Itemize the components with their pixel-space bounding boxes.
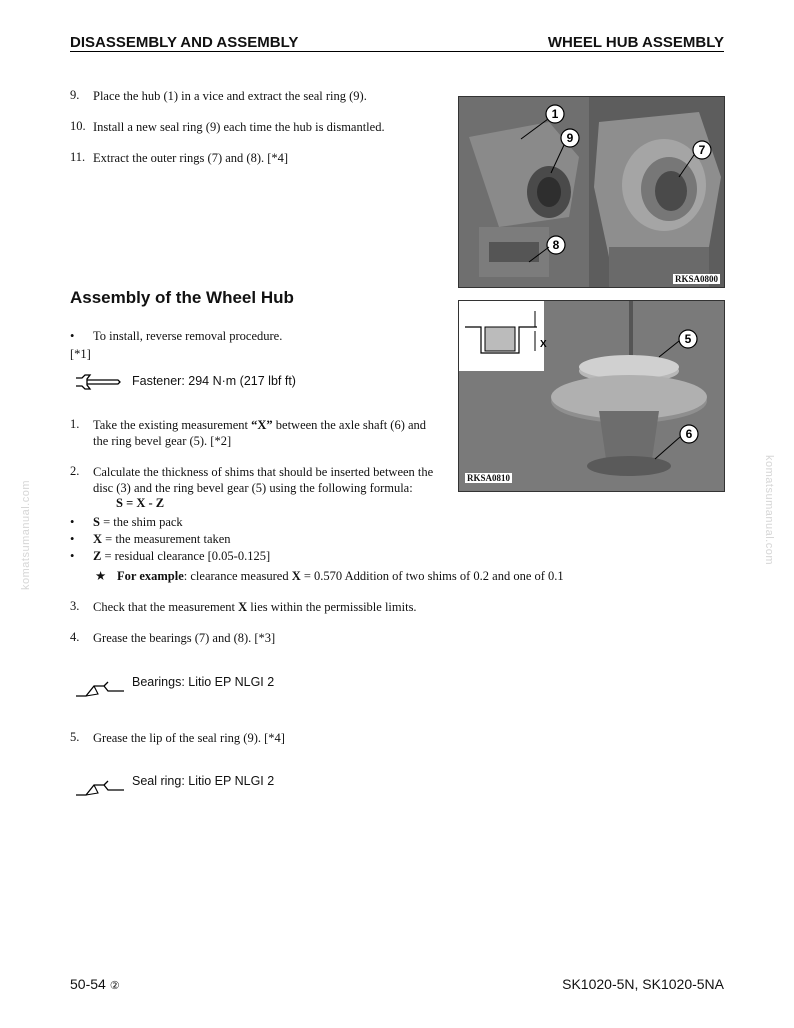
watermark-left: komatsumanual.com xyxy=(20,480,32,590)
bullet-marker: • xyxy=(70,532,75,546)
step-text: disc (3) and the ring bevel gear (5) using the following formula: xyxy=(93,481,413,495)
bullet-marker: • xyxy=(70,329,75,343)
section-title: Assembly of the Wheel Hub xyxy=(70,288,294,307)
step-number: 1. xyxy=(70,417,80,431)
figure-hub-seal-photo xyxy=(458,96,725,288)
step-number: 11. xyxy=(70,150,86,164)
step-text: the ring bevel gear (5). [*2] xyxy=(93,434,232,448)
header-section-title: DISASSEMBLY AND ASSEMBLY xyxy=(70,34,299,51)
reference-mark: [*1] xyxy=(70,347,91,361)
step-text: Calculate the thickness of shims that should be inserted between the xyxy=(93,465,434,479)
bullet-text: To install, reverse removal procedure. xyxy=(93,329,283,343)
callout-label: 7 xyxy=(698,143,706,157)
footer-models: SK1020-5N, SK1020-5NA xyxy=(562,976,724,992)
watermark-right: komatsumanual.com xyxy=(763,455,775,565)
figure-code: RKSA0800 xyxy=(674,274,718,284)
step-text: Take the existing measurement “X” between the axle shaft (6) and xyxy=(93,418,427,432)
step-text: Place the hub (1) in a vice and extract the seal ring (9). xyxy=(93,89,367,103)
step-number: 10. xyxy=(70,119,86,133)
definition-item: X = the measurement taken xyxy=(93,532,231,546)
example-note: For example: clearance measured X = 0.570 Addition of two shims of 0.2 and one of 0.1 xyxy=(117,569,564,583)
hub-photo-illustration xyxy=(459,97,724,287)
fastener-spec: Fastener: 294 N·m (217 lbf ft) xyxy=(132,374,296,388)
header-rule xyxy=(70,51,724,52)
step-text: Install a new seal ring (9) each time the hub is dismantled. xyxy=(93,120,385,134)
bearings-grease-spec: Bearings: Litio EP NLGI 2 xyxy=(132,675,275,689)
step-number: 3. xyxy=(70,599,80,613)
wrench-icon xyxy=(74,373,122,391)
definition-item: S = the shim pack xyxy=(93,515,183,529)
callout-label: 9 xyxy=(566,131,574,145)
gear-photo-illustration xyxy=(459,301,724,491)
step-text: Check that the measurement X lies within the permissible limits. xyxy=(93,600,417,614)
header-topic-title: WHEEL HUB ASSEMBLY xyxy=(547,34,724,51)
bullet-marker: • xyxy=(70,549,75,563)
formula: S = X - Z xyxy=(116,496,165,510)
callout-label: 6 xyxy=(685,427,693,441)
step-number: 9. xyxy=(70,88,80,102)
step-number: 4. xyxy=(70,630,80,644)
figure-code: RKSA0810 xyxy=(467,473,511,483)
grease-gun-icon xyxy=(74,779,128,799)
step-text: Extract the outer rings (7) and (8). [*4] xyxy=(93,151,289,165)
step-number: 5. xyxy=(70,730,80,744)
grease-gun-icon xyxy=(74,680,128,700)
callout-label: 5 xyxy=(684,332,692,346)
definition-item: Z = residual clearance [0.05-0.125] xyxy=(93,549,271,563)
dimension-label: X xyxy=(540,339,547,350)
callout-label: 8 xyxy=(552,238,560,252)
step-text: Grease the bearings (7) and (8). [*3] xyxy=(93,631,276,645)
step-number: 2. xyxy=(70,464,80,478)
page-number: 50-54 ② xyxy=(70,976,120,992)
bullet-marker: • xyxy=(70,515,75,529)
figure-bevel-gear-photo xyxy=(458,300,725,492)
star-icon: ★ xyxy=(95,569,107,583)
callout-label: 1 xyxy=(551,107,559,121)
step-text: Grease the lip of the seal ring (9). [*4] xyxy=(93,731,285,745)
seal-grease-spec: Seal ring: Litio EP NLGI 2 xyxy=(132,774,275,788)
